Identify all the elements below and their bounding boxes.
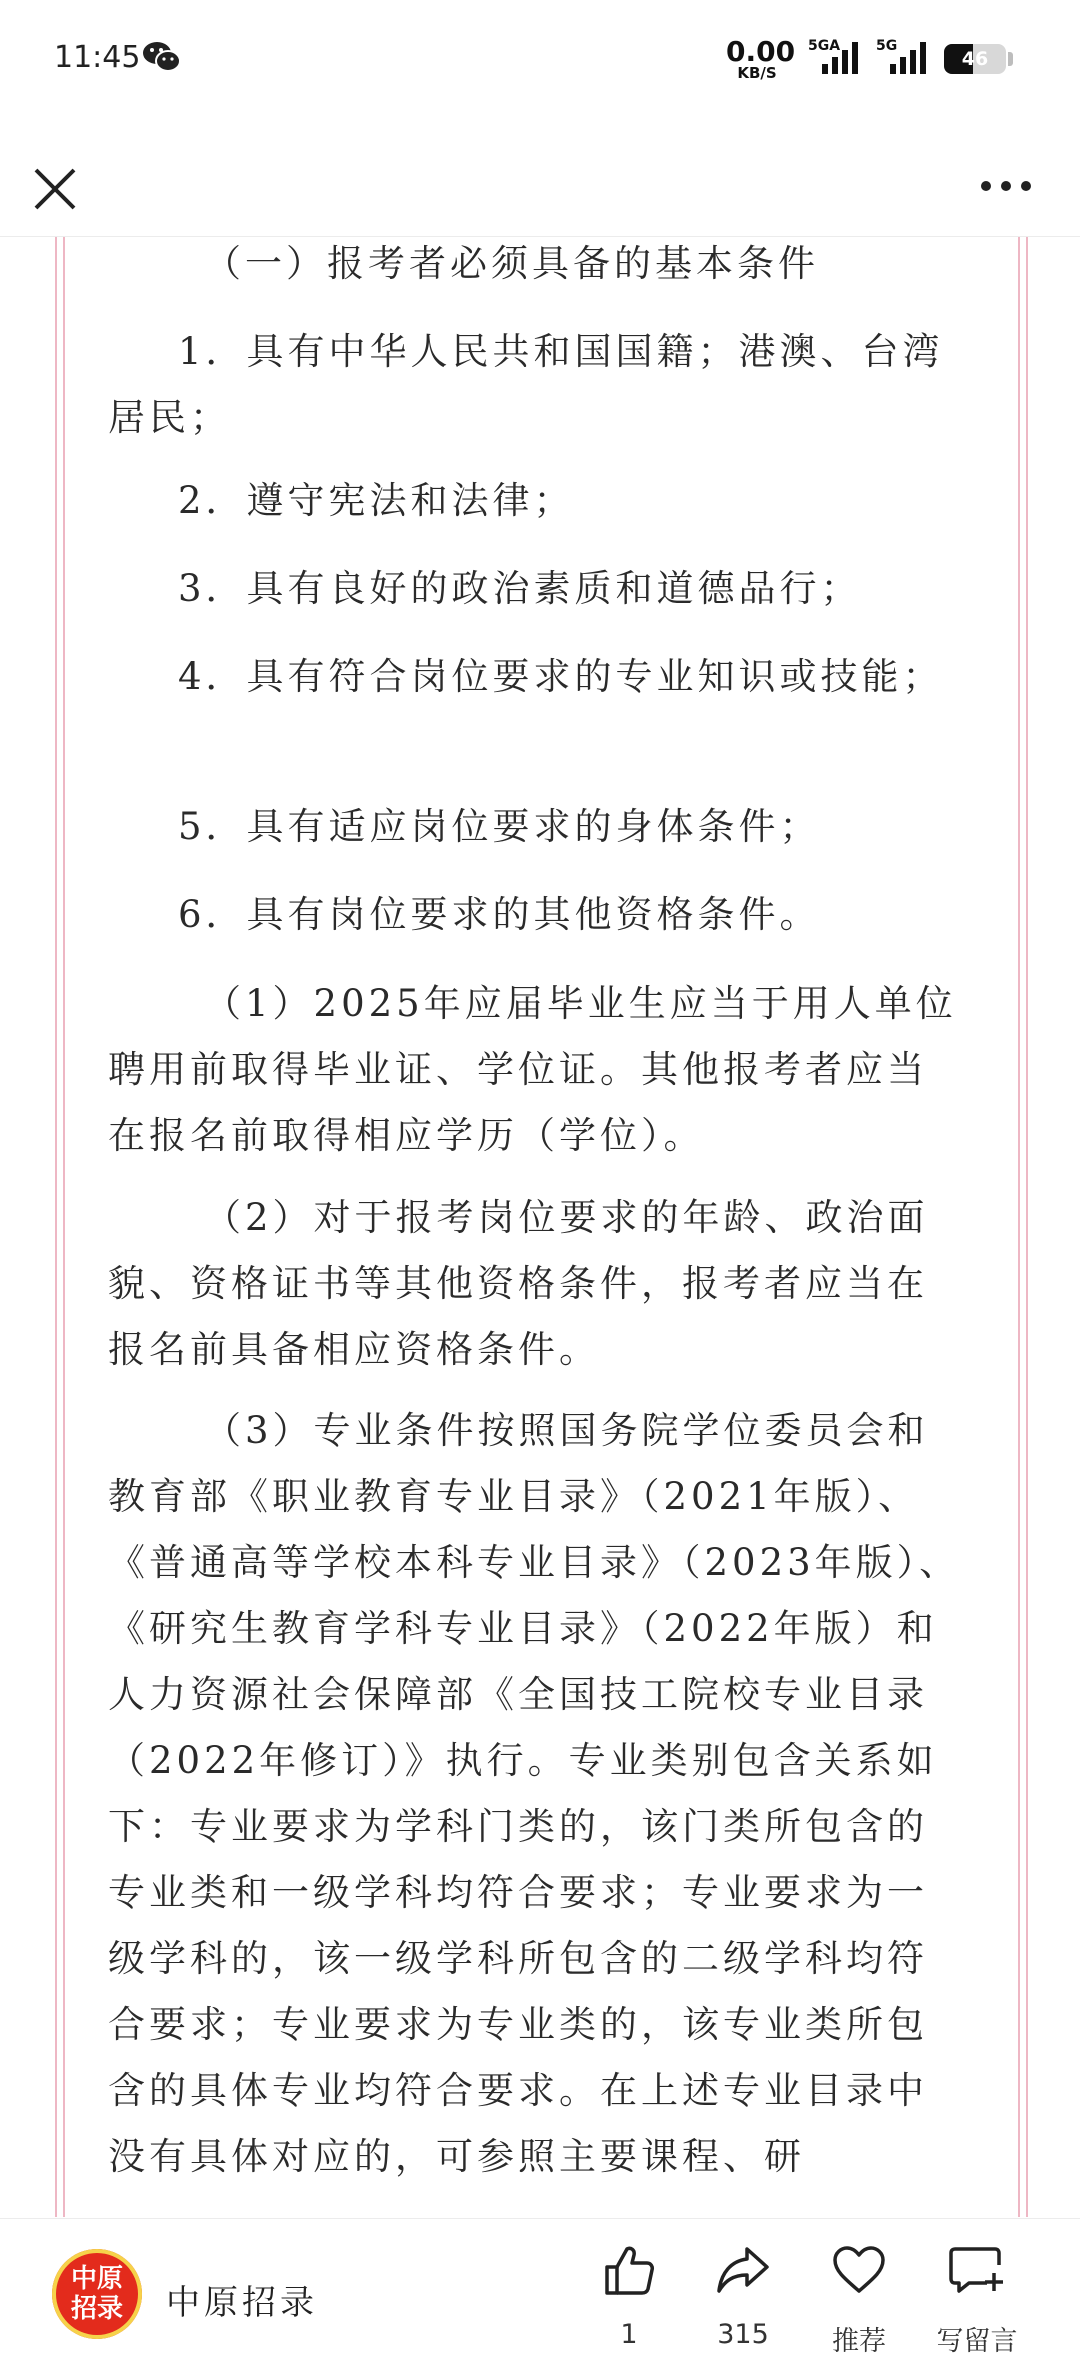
status-time: 11:45 — [54, 40, 141, 75]
paragraph-sub-3: （3）专业条件按照国务院学位委员会和教育部《职业教育专业目录》（2021年版）、《普通高等学校本科专业目录》（2023年版）、《研究生教育学科专业目录》（2022年版）和人力资源社会保障部《全国技工院校专业目录（2022年修订）》执行。专业类别包含关系如下：专业要求为学科门类的，该门类所包含的专业类和一级学科均符合要求；专业要求为一级学科的，该一级学科所包含的二级学科均符合要求；专业要求为专业类的，该专业类所包含的具体专业均符合要求。在上述专业目录中没有具体对应的，可参照主要课程、研 — [108, 1409, 961, 2178]
paragraph-item-5: 5．具有适应岗位要求的身体条件； — [178, 805, 821, 848]
signal-icon: 5GA — [808, 38, 864, 82]
signal-icon-2: 5G — [876, 38, 932, 82]
more-button[interactable] — [970, 160, 1050, 220]
share-count: 315 — [717, 2319, 769, 2350]
status-bar — [0, 0, 1080, 120]
bottom-bar — [0, 2218, 1080, 2377]
comment-button[interactable] — [922, 2243, 1032, 2358]
recommend-button[interactable] — [804, 2243, 914, 2358]
paragraph-item-6: 6．具有岗位要求的其他资格条件。 — [178, 893, 821, 936]
nav-bar — [0, 120, 1080, 237]
like-button[interactable] — [574, 2243, 684, 2350]
battery-icon: 46 — [944, 44, 1006, 74]
paragraph-item-4: 4．具有符合岗位要求的专业知识或技能； — [178, 655, 944, 698]
heart-icon — [831, 2243, 887, 2297]
frame-border-right — [1026, 237, 1028, 2217]
wechat-icon — [142, 40, 182, 78]
paragraph-item-2: 2．遵守宪法和法律； — [178, 479, 575, 522]
battery-tip — [1008, 52, 1013, 66]
more-icon — [970, 160, 1050, 220]
account-avatar[interactable]: 中原 招录 — [52, 2249, 142, 2339]
thumbs-up-icon — [601, 2243, 657, 2297]
close-button[interactable] — [26, 160, 86, 220]
recommend-label: 推荐 — [832, 2326, 886, 2357]
comment-icon — [947, 2243, 1007, 2297]
comment-label: 写留言 — [936, 2326, 1018, 2357]
paragraph-item-1: 1．具有中华人民共和国国籍；港澳、台湾居民； — [108, 330, 944, 439]
frame-border-left — [55, 237, 57, 2217]
account-name[interactable]: 中原招录 — [166, 2283, 318, 2323]
paragraph-item-3: 3．具有良好的政治素质和道德品行； — [178, 567, 862, 610]
paragraph-heading: （一）报考者必须具备的基本条件 — [204, 242, 819, 285]
like-count: 1 — [620, 2319, 638, 2350]
frame-border-right-inner — [1018, 237, 1020, 2217]
article-body[interactable] — [0, 237, 1080, 2217]
close-icon — [26, 160, 86, 220]
net-speed: 0.00 KB/S — [726, 35, 796, 82]
paragraph-sub-1: （1）2025年应届毕业生应当于用人单位聘用前取得毕业证、学位证。其他报考者应当在报名前取得相应学历（学位）。 — [108, 982, 957, 1157]
paragraph-sub-2: （2）对于报考岗位要求的年龄、政治面貌、资格证书等其他资格条件，报考者应当在报名前具备相应资格条件。 — [108, 1196, 929, 1371]
frame-border-left-inner — [63, 237, 65, 2217]
share-icon — [715, 2243, 771, 2297]
share-button[interactable] — [688, 2243, 798, 2350]
